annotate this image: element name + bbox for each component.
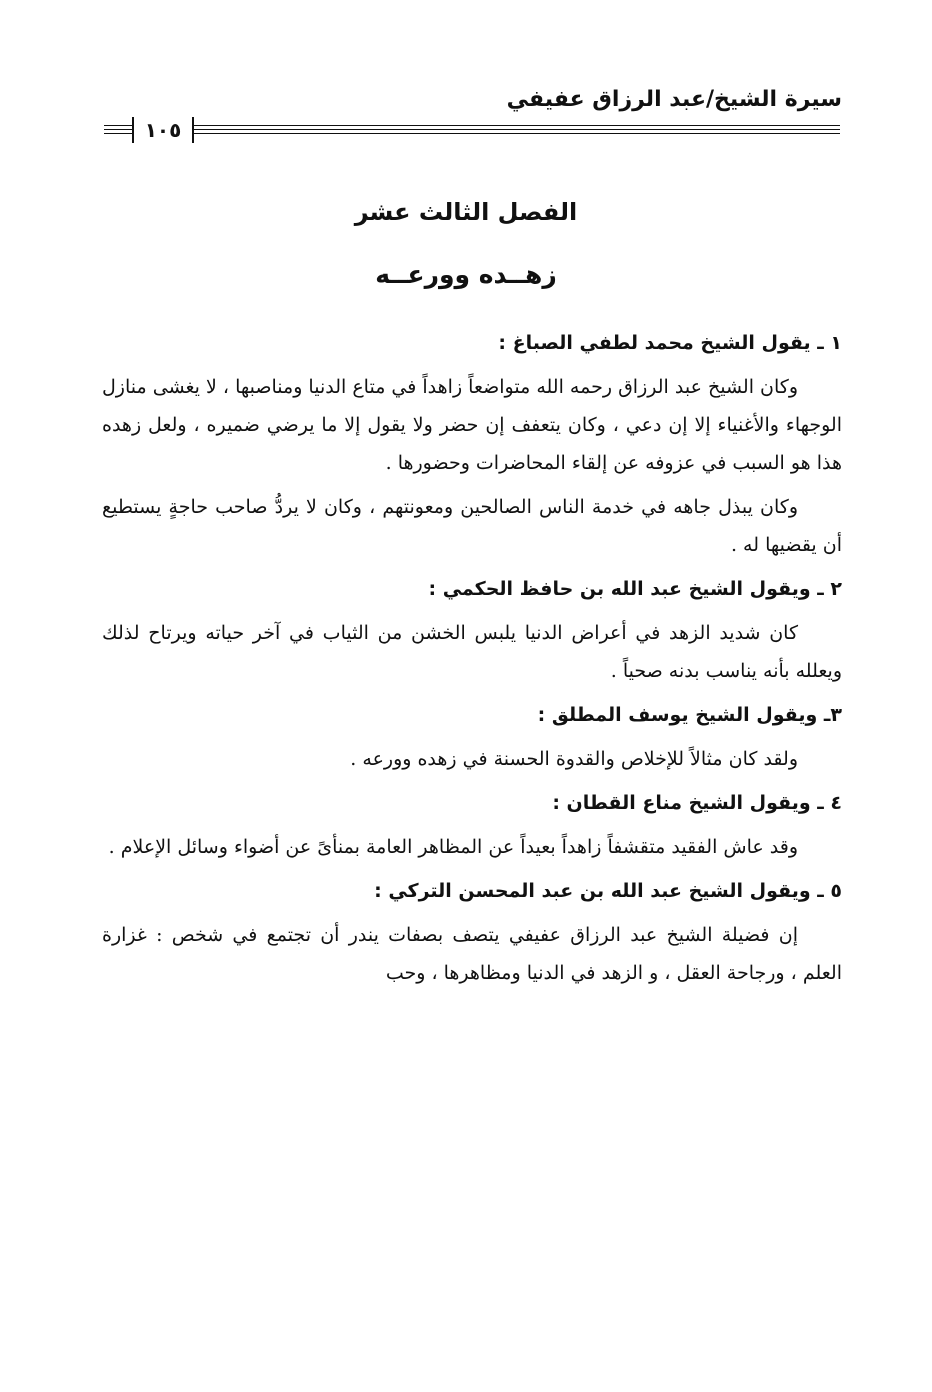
- paragraph: وقد عاش الفقيد متقشفاً زاهداً بعيداً عن المظاهر العامة بمنأىً عن أضواء وسائل الإعلام .: [108, 836, 798, 858]
- section-heading: ٣ـ ويقول الشيخ يوسف المطلق :: [537, 704, 842, 726]
- paragraph: وكان الشيخ عبد الرزاق رحمه الله متواضعاً زاهداً في متاع الدنيا ومناصبها ، لا يغشى منازل الوجهاء والأغنياء إلا إن دعي ، وكان يتعفف إن حضر ولا يقول إلا ما يرضي ضميره ، ولعل زهده هذا هو السبب في عزوفه عن إلقاء المحاضرات وحضورها .: [102, 376, 842, 474]
- header-rule-line: [104, 125, 840, 126]
- page-body: [102, 318, 842, 998]
- paragraph: كان شديد الزهد في أعراض الدنيا يلبس الخشن من الثياب في آخر حياته ويرتاح لذلك ويعلله بأنه يناسب بدنه صحياً .: [102, 622, 842, 682]
- section-hakami: [102, 572, 842, 690]
- header-rule-line: [104, 129, 840, 130]
- section-turki: [102, 874, 842, 992]
- paragraph: إن فضيلة الشيخ عبد الرزاق عفيفي يتصف بصفات يندر أن تجتمع في شخص : غزارة العلم ، ورجاحة العقل ، و الزهد في الدنيا ومظاهرها ، وحب: [102, 924, 842, 984]
- paragraph: وكان يبذل جاهه في خدمة الناس الصالحين ومعونتهم ، وكان لا يردُّ صاحب حاجةٍ يستطيع أن يقضيها له .: [102, 496, 842, 556]
- chapter-title: الفصل الثالث عشر: [354, 198, 578, 226]
- page-number: ١٠٥: [132, 117, 194, 143]
- header-rule: [104, 117, 840, 143]
- running-header-title: سيرة الشيخ/عبد الرزاق عفيفي: [506, 87, 842, 112]
- paragraph: ولقد كان مثالاً للإخلاص والقدوة الحسنة في زهده وورعه .: [350, 748, 798, 770]
- chapter-subtitle: زهــده وورعــه: [375, 260, 557, 289]
- section-heading: ٢ ـ ويقول الشيخ عبد الله بن حافظ الحكمي :: [428, 578, 842, 600]
- section-mutlaq: [102, 698, 842, 778]
- section-sabbagh: [102, 326, 842, 564]
- header-rule-line: [104, 133, 840, 134]
- section-heading: ١ ـ يقول الشيخ محمد لطفي الصباغ :: [498, 332, 842, 354]
- section-qattan: [102, 786, 842, 866]
- section-heading: ٤ ـ ويقول الشيخ مناع القطان :: [552, 792, 842, 814]
- section-heading: ٥ ـ ويقول الشيخ عبد الله بن عبد المحسن التركي :: [374, 880, 842, 902]
